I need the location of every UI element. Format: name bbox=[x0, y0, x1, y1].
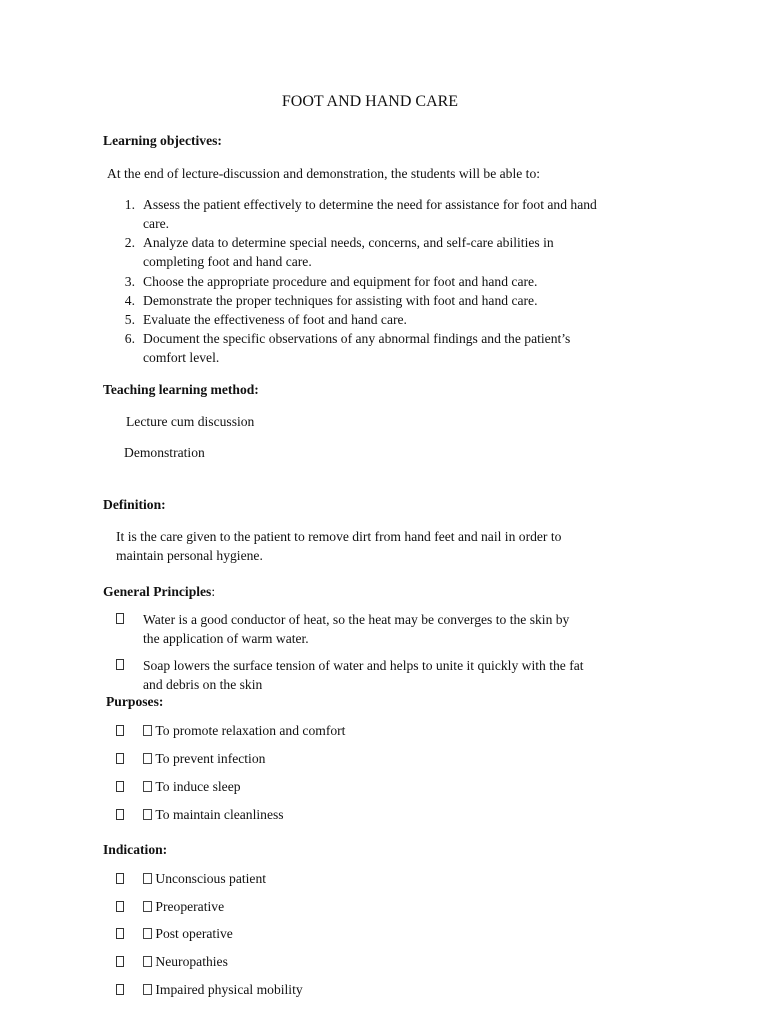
list-number: 6. bbox=[124, 331, 135, 346]
list-item-line: Soap lowers the surface tension of water and helps to unite it quickly with the fat bbox=[143, 658, 584, 673]
teaching-method-item: Demonstration bbox=[124, 445, 205, 460]
list-item-label: Post operative bbox=[155, 926, 233, 941]
list-item-label: Preoperative bbox=[155, 899, 225, 914]
checkbox-icon bbox=[143, 928, 152, 939]
list-item-label: To prevent infection bbox=[155, 751, 266, 766]
bullet-icon bbox=[116, 873, 124, 884]
list-number: 2. bbox=[124, 235, 135, 250]
checkbox-icon bbox=[143, 984, 152, 995]
list-item bbox=[116, 924, 233, 943]
list-item-label: To promote relaxation and comfort bbox=[155, 723, 346, 738]
list-item bbox=[116, 656, 676, 696]
list-item-label: Neuropathies bbox=[155, 954, 228, 969]
teaching-method-heading: Teaching learning method: bbox=[103, 382, 259, 397]
bullet-icon bbox=[116, 659, 124, 670]
list-item-line: completing foot and hand care. bbox=[143, 254, 312, 269]
checkbox-icon bbox=[143, 901, 152, 912]
bullet-icon bbox=[116, 901, 124, 912]
list-item bbox=[116, 749, 265, 768]
list-item-line: Analyze data to determine special needs, concerns, and self-care abilities in bbox=[143, 235, 554, 250]
bullet-icon bbox=[116, 809, 124, 820]
learning-objectives-heading: Learning objectives: bbox=[103, 133, 222, 148]
bullet-icon bbox=[116, 984, 124, 995]
bullet-icon bbox=[116, 725, 124, 736]
general-principles-heading-row bbox=[103, 582, 215, 601]
general-principles-heading: General Principles bbox=[103, 584, 212, 599]
list-number: 5. bbox=[124, 312, 135, 327]
general-principles-colon: : bbox=[211, 584, 216, 599]
list-item-line: and debris on the skin bbox=[143, 677, 263, 692]
list-item-label: Unconscious patient bbox=[155, 871, 267, 886]
bullet-icon bbox=[116, 928, 124, 939]
list-number: 1. bbox=[124, 197, 135, 212]
definition-line: It is the care given to the patient to remove dirt from hand feet and nail in order to bbox=[116, 529, 562, 544]
list-item bbox=[116, 777, 241, 796]
list-item bbox=[116, 805, 284, 824]
bullet-icon bbox=[116, 781, 124, 792]
checkbox-icon bbox=[143, 725, 152, 736]
checkbox-icon bbox=[143, 781, 152, 792]
definition-text bbox=[116, 527, 676, 565]
list-item-label: To induce sleep bbox=[155, 779, 241, 794]
list-item-line: Water is a good conductor of heat, so the heat may be converges to the skin by bbox=[143, 612, 570, 627]
purposes-heading: Purposes: bbox=[106, 694, 164, 709]
list-item-line: Evaluate the effectiveness of foot and hand care. bbox=[143, 312, 407, 327]
bullet-icon bbox=[116, 753, 124, 764]
bullet-icon bbox=[116, 956, 124, 967]
list-item-line: care. bbox=[143, 216, 170, 231]
list-number: 4. bbox=[124, 293, 135, 308]
definition-heading: Definition: bbox=[103, 497, 166, 512]
definition-line: maintain personal hygiene. bbox=[116, 548, 263, 563]
list-item-line: Document the specific observations of any abnormal findings and the patient’s bbox=[143, 331, 571, 346]
page-title: FOOT AND HAND CARE bbox=[281, 93, 459, 110]
checkbox-icon bbox=[143, 809, 152, 820]
bullet-icon bbox=[116, 613, 124, 624]
list-item bbox=[116, 721, 345, 740]
checkbox-icon bbox=[143, 956, 152, 967]
indication-heading: Indication: bbox=[103, 842, 168, 857]
checkbox-icon bbox=[143, 873, 152, 884]
list-item-line: Choose the appropriate procedure and equipment for foot and hand care. bbox=[143, 274, 538, 289]
list-item bbox=[116, 980, 303, 999]
objectives-list bbox=[119, 195, 679, 375]
teaching-method-item: Lecture cum discussion bbox=[126, 414, 255, 429]
list-item bbox=[116, 952, 228, 971]
list-item bbox=[116, 897, 224, 916]
list-item-line: Assess the patient effectively to determine the need for assistance for foot and hand bbox=[143, 197, 597, 212]
list-item bbox=[116, 869, 266, 888]
list-item-label: To maintain cleanliness bbox=[155, 807, 284, 822]
learning-objectives-intro: At the end of lecture-discussion and demonstration, the students will be able to: bbox=[107, 166, 541, 181]
list-item-line: comfort level. bbox=[143, 350, 220, 365]
list-item-label: Impaired physical mobility bbox=[155, 982, 303, 997]
list-item bbox=[116, 610, 676, 650]
list-number: 3. bbox=[124, 274, 135, 289]
list-item-line: the application of warm water. bbox=[143, 631, 309, 646]
checkbox-icon bbox=[143, 753, 152, 764]
list-item-line: Demonstrate the proper techniques for assisting with foot and hand care. bbox=[143, 293, 538, 308]
